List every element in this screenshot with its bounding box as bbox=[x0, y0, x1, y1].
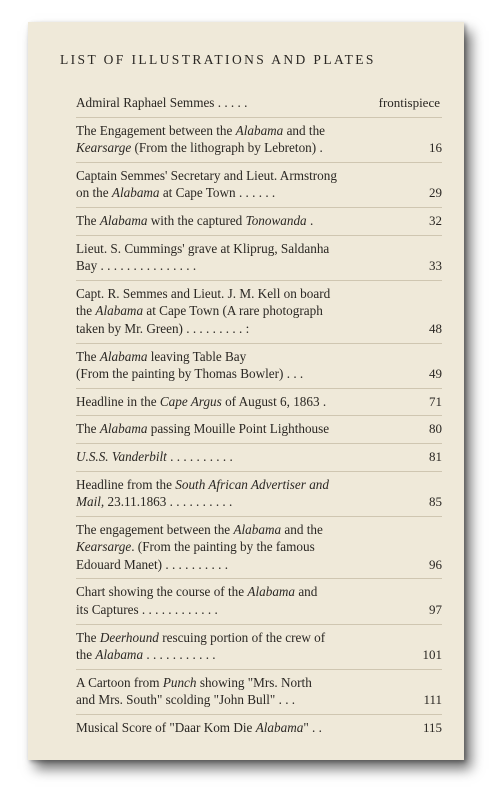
entry-line: the Alabama at Cape Town (A rare photograph bbox=[76, 303, 323, 319]
entry-line: Musical Score of "Daar Kom Die Alabama" . . bbox=[76, 720, 322, 736]
page-number: frontispiece bbox=[378, 95, 440, 110]
page-number: 115 bbox=[422, 720, 442, 736]
list-item bbox=[76, 670, 442, 715]
list-item bbox=[76, 579, 442, 624]
entry-line: Kearsarge. (From the painting by the famous bbox=[76, 539, 315, 555]
page-number: 111 bbox=[423, 692, 442, 708]
entry-line: Chart showing the course of the Alabama and bbox=[76, 584, 318, 600]
entry-title bbox=[76, 285, 442, 338]
page-number: 71 bbox=[429, 393, 442, 409]
entry-line: taken by Mr. Green) . . . . . . . . . : bbox=[76, 320, 250, 336]
entry-title bbox=[76, 393, 442, 411]
page-number: 101 bbox=[422, 647, 442, 663]
page-number: 81 bbox=[429, 448, 442, 464]
page-heading: LIST OF ILLUSTRATIONS AND PLATES bbox=[60, 52, 376, 67]
page-number: 96 bbox=[429, 556, 442, 572]
page-number: 16 bbox=[429, 140, 442, 156]
list-item bbox=[76, 208, 442, 236]
entry-line: Lieut. S. Cummings' grave at Kliprug, Saldanha bbox=[76, 240, 330, 256]
page-number: 49 bbox=[429, 366, 442, 382]
entry-title bbox=[76, 167, 442, 202]
entry-line: Admiral Raphael Semmes . . . . . bbox=[76, 95, 248, 110]
page-number: 29 bbox=[429, 185, 442, 201]
entry-line: The Deerhound rescuing portion of the crew of bbox=[76, 629, 326, 645]
entry-title bbox=[76, 420, 442, 438]
illustrations-list bbox=[76, 90, 442, 742]
entry-line: A Cartoon from Punch showing "Mrs. North bbox=[76, 674, 312, 690]
entry-line: U.S.S. Vanderbilt . . . . . . . . . . bbox=[76, 448, 233, 464]
list-item bbox=[76, 344, 442, 389]
page-number: 32 bbox=[429, 212, 442, 228]
list-item bbox=[76, 163, 442, 208]
list-item bbox=[76, 90, 442, 118]
list-item bbox=[76, 281, 442, 344]
entry-line: Kearsarge (From the lithograph by Lebreton) . bbox=[76, 140, 323, 156]
entry-title bbox=[76, 674, 442, 709]
entry-line: The Alabama passing Mouille Point Lighthouse bbox=[76, 421, 330, 437]
list-item bbox=[76, 625, 442, 670]
page-number: 48 bbox=[429, 320, 442, 336]
entry-line: The Alabama leaving Table Bay bbox=[76, 348, 247, 364]
entry-title bbox=[76, 122, 442, 157]
entry-line: its Captures . . . . . . . . . . . . bbox=[76, 602, 218, 618]
entry-line: (From the painting by Thomas Bowler) . . . bbox=[76, 366, 304, 382]
entry-line: Edouard Manet) . . . . . . . . . . bbox=[76, 556, 228, 572]
entry-title bbox=[76, 448, 442, 466]
entry-line: Captain Semmes' Secretary and Lieut. Armstrong bbox=[76, 167, 337, 183]
entry-line: and Mrs. South" scolding "John Bull" . . . bbox=[76, 692, 296, 708]
page-number: 80 bbox=[429, 421, 442, 437]
list-item bbox=[76, 472, 442, 517]
page-number: 85 bbox=[429, 494, 442, 510]
entry-title bbox=[76, 629, 442, 664]
list-item bbox=[76, 236, 442, 281]
entry-title bbox=[76, 521, 442, 574]
book-page bbox=[28, 22, 464, 760]
list-item bbox=[76, 389, 442, 417]
entry-line: Headline in the Cape Argus of August 6, 1863 . bbox=[76, 393, 327, 409]
entry-title bbox=[76, 719, 442, 737]
entry-line: Headline from the South African Advertiser and bbox=[76, 476, 329, 492]
entry-title bbox=[76, 212, 442, 230]
entry-title bbox=[76, 240, 442, 275]
list-item bbox=[76, 444, 442, 472]
entry-line: The engagement between the Alabama and the bbox=[76, 521, 323, 537]
entry-line: Bay . . . . . . . . . . . . . . . bbox=[76, 258, 197, 274]
entry-line: The Engagement between the Alabama and the bbox=[76, 122, 326, 138]
entry-line: Capt. R. Semmes and Lieut. J. M. Kell on board bbox=[76, 285, 331, 301]
entry-line: on the Alabama at Cape Town . . . . . . bbox=[76, 185, 276, 201]
entry-title bbox=[76, 348, 442, 383]
page-number: 33 bbox=[429, 258, 442, 274]
page-number: 97 bbox=[429, 602, 442, 618]
list-item bbox=[76, 118, 442, 163]
entry-line: the Alabama . . . . . . . . . . . bbox=[76, 647, 216, 663]
list-item bbox=[76, 517, 442, 580]
entry-line: The Alabama with the captured Tonowanda . bbox=[76, 212, 314, 228]
list-item bbox=[76, 715, 442, 742]
entry-line: Mail, 23.11.1863 . . . . . . . . . . bbox=[76, 494, 233, 510]
list-item bbox=[76, 416, 442, 444]
entry-title bbox=[76, 583, 442, 618]
entry-title bbox=[76, 476, 442, 511]
